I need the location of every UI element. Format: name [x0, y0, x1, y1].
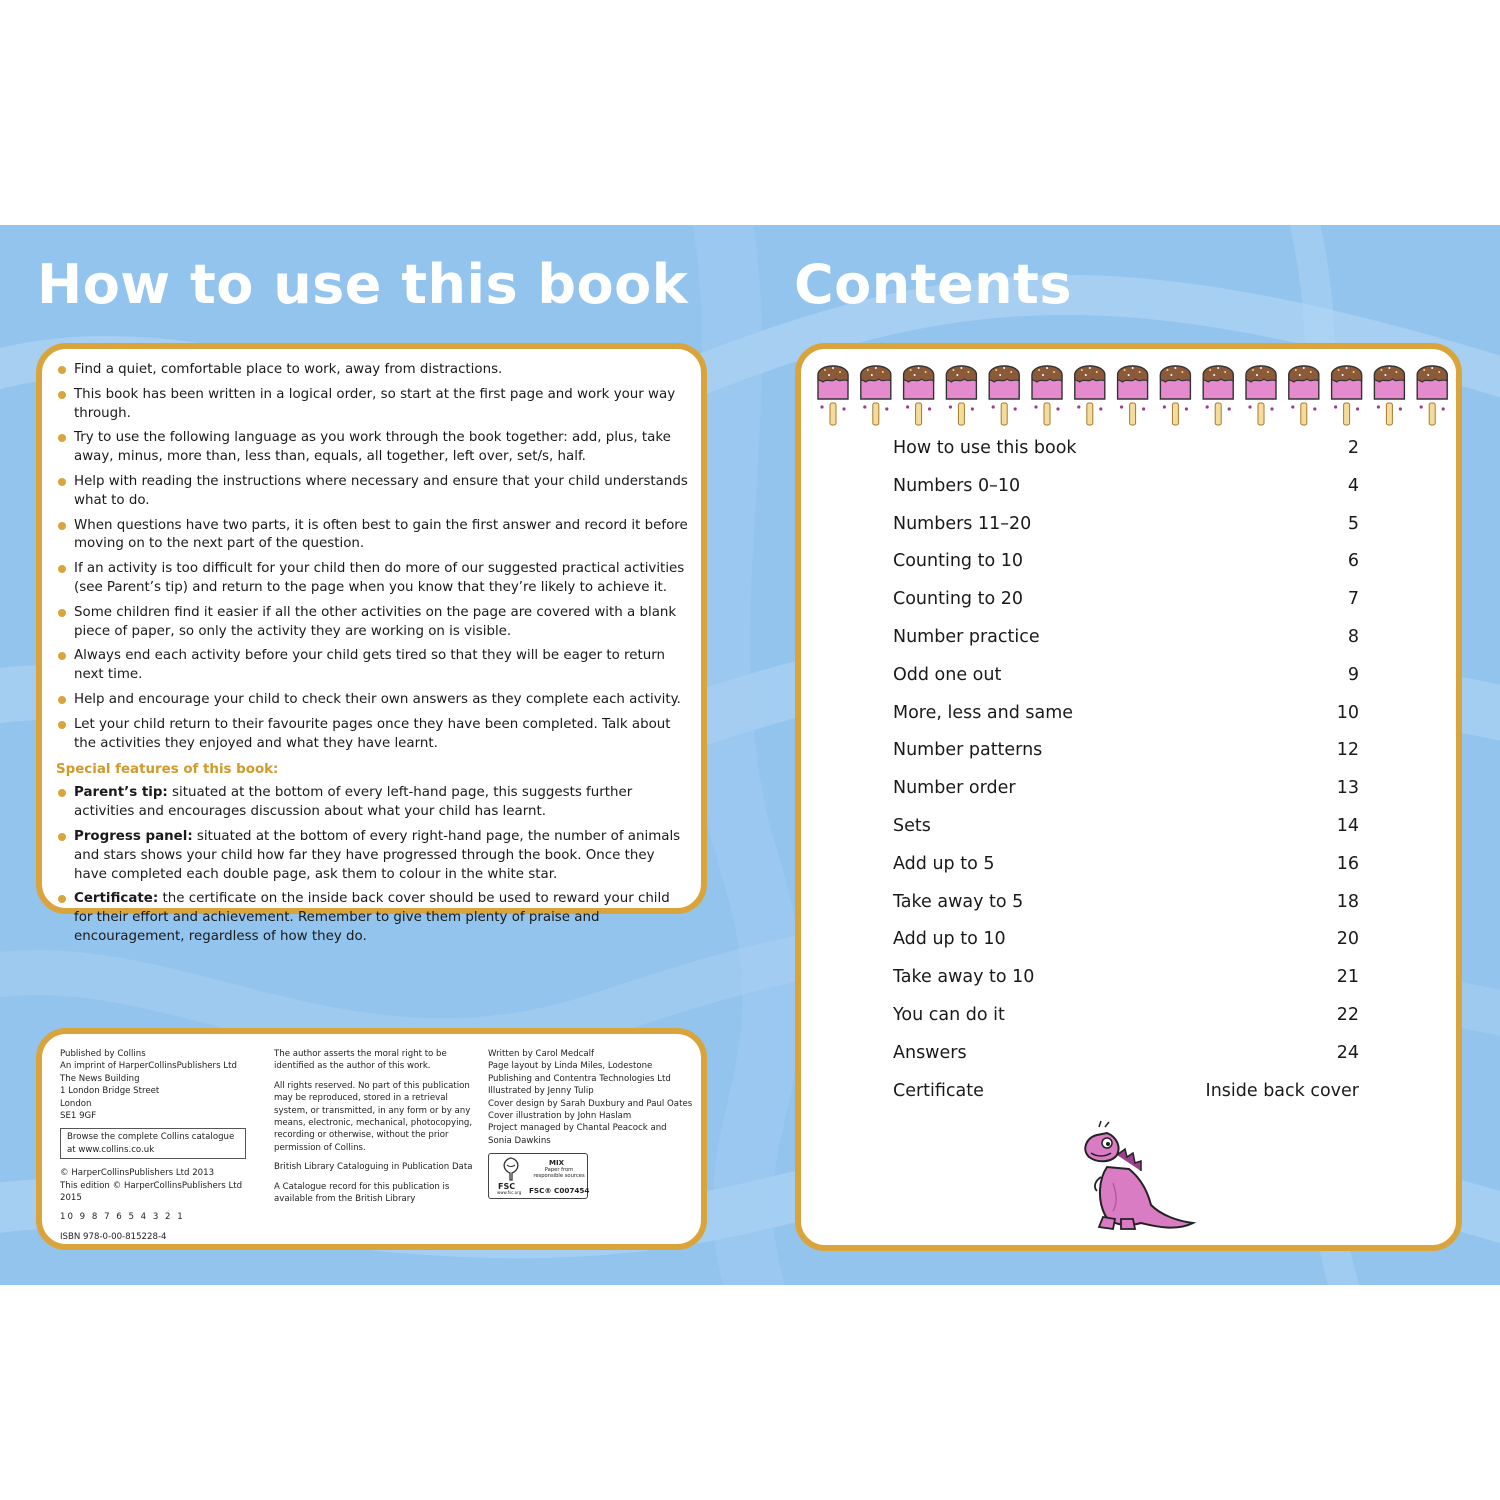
ice-lolly-icon [1075, 366, 1105, 425]
bullet-icon [58, 478, 66, 486]
contents-entry-page: 4 [1347, 475, 1359, 496]
instruction-text: This book has been written in a logical order, so start at the first page and work your way through. [74, 386, 676, 421]
instruction-item [56, 560, 689, 598]
cip-line: British Library Cataloguing in Publication Data [274, 1162, 473, 1173]
ice-lolly-icon [1374, 366, 1404, 425]
imprint-panel [36, 1028, 707, 1250]
instruction-item [56, 517, 689, 555]
moral-rights: The author asserts the moral right to be identified as the author of this work. [274, 1049, 447, 1072]
bullet-icon [58, 652, 66, 660]
contents-entry-title: Number practice [893, 627, 1040, 647]
how-to-use-panel [36, 343, 707, 944]
contents-entry-page: 13 [1336, 778, 1359, 799]
fsc-logo-text: FSC [498, 1182, 516, 1192]
contents-entry-title: Certificate [893, 1080, 984, 1101]
contents-entry-title: Answers [893, 1042, 967, 1063]
bullet-icon [58, 833, 66, 841]
contents-entry-page: 22 [1336, 1005, 1359, 1025]
contents-entry-page: 10 [1336, 702, 1359, 723]
credit-line: Cover illustration by John Haslam [488, 1111, 632, 1122]
credit-line: Illustrated by Jenny Tulip [488, 1086, 594, 1097]
contents-entry-page: 9 [1347, 664, 1359, 685]
contents-entry-title: Numbers 11–20 [893, 513, 1032, 534]
contents-entry-page: 16 [1336, 853, 1359, 874]
contents-entry-title: More, less and same [893, 702, 1074, 723]
catalogue-box: Browse the complete Collins catalogue at www.collins.co.uk [60, 1128, 246, 1159]
feature-label: Certificate: [74, 891, 159, 907]
feature-item [56, 784, 689, 822]
contents-entry-page: 20 [1336, 929, 1359, 950]
contents-entry-page: 7 [1347, 589, 1359, 610]
contents-entry-page: 14 [1336, 816, 1359, 836]
credit-line: Project managed by Chantal Peacock and Sonia Dawkins [488, 1123, 667, 1146]
ice-lolly-icon [904, 366, 934, 425]
contents-entry-title: Take away to 5 [893, 891, 1024, 912]
ice-lolly-row [815, 359, 1455, 435]
isbn: ISBN 978-0-00-815228-4 [60, 1231, 167, 1242]
feature-label: Progress panel: [74, 828, 193, 844]
contents-entry-title: Add up to 10 [893, 929, 1006, 950]
instruction-text: Help with reading the instructions where necessary and ensure that your child understands what to do. [74, 473, 688, 508]
bullet-icon [58, 565, 66, 573]
publisher-line: SE1 9GF [60, 1111, 97, 1122]
contents-entry-page: 18 [1336, 891, 1359, 912]
contents-entry-title: Sets [893, 816, 931, 836]
instruction-text: Help and encourage your child to check their own answers as they complete each activity. [74, 691, 681, 707]
bullet-icon [58, 721, 66, 729]
ice-lolly-icon [1118, 366, 1148, 425]
imprint-publisher-column [60, 1048, 260, 1243]
copyright-line: © HarperCollinsPublishers Ltd 2013 [60, 1168, 215, 1179]
instruction-text: Try to use the following language as you work through the book together: add, plus, take away, minus, more than, less than, equals, all together, left over, set/s, half. [74, 430, 671, 465]
credit-line: Page layout by Linda Miles, Lodestone Publishing and Contentra Technologies Ltd [488, 1061, 671, 1084]
tree-icon [496, 1156, 526, 1182]
publisher-line: The News Building [60, 1073, 140, 1084]
edition-line: This edition © HarperCollinsPublishers Ltd 2015 [60, 1180, 243, 1204]
ice-lolly-icon [1417, 366, 1447, 425]
instruction-text: If an activity is too difficult for your child then do more of our suggested practical activities (see Parent’s tip) and return to the page when you know that they’re likely to achieve it. [74, 561, 685, 595]
contents-entry-page: 6 [1347, 551, 1359, 572]
ice-lolly-icon [1032, 366, 1062, 425]
contents-entry-page: 12 [1336, 740, 1359, 761]
bullet-icon [58, 522, 66, 530]
fsc-paper: Paper from responsible sources [533, 1167, 585, 1180]
contents-entry-title: You can do it [893, 1005, 1005, 1025]
feature-item [56, 890, 689, 946]
contents-entry-title: Add up to 5 [893, 853, 995, 874]
ice-lolly-icon [1332, 366, 1362, 425]
instruction-item [56, 429, 689, 467]
all-rights: All rights reserved. No part of this publication may be reproduced, stored in a retrieval system, or transmitted, in any form or by any means, electronic, mechanical, photocopying, recording or otherwise, without the prior permission of Collins. [274, 1080, 473, 1153]
ice-lolly-icon [1160, 366, 1190, 425]
bullet-icon [58, 391, 66, 399]
fsc-url: www.fsc.org [497, 1190, 522, 1196]
page-title-contents: Contents [794, 253, 1073, 316]
instruction-item [56, 361, 689, 380]
instruction-item [56, 473, 689, 511]
imprint-credits-column [488, 1048, 693, 1199]
instruction-item [56, 647, 689, 685]
ice-lolly-icon [1289, 366, 1319, 425]
feature-item [56, 828, 689, 884]
publisher-line: 1 London Bridge Street [60, 1086, 160, 1097]
bullet-icon [58, 696, 66, 704]
contents-entry-title: Take away to 10 [893, 967, 1035, 988]
bullet-icon [58, 366, 66, 374]
instructions-list [56, 361, 689, 753]
instruction-item [56, 386, 689, 424]
feature-text: situated at the bottom of every right-hand page, the number of animals and stars shows your child how far they have progressed through the book. Once they have completed each double page, ask them to colour in the white star. [74, 828, 681, 882]
instruction-text: Find a quiet, comfortable place to work, away from distractions. [74, 362, 503, 377]
publisher-line: An imprint of HarperCollinsPublishers Ltd [60, 1061, 237, 1072]
credit-line: Written by Carol Medcalf [488, 1049, 595, 1059]
instruction-text: Always end each activity before your child gets tired so that they will be eager to return next time. [74, 648, 665, 683]
contents-entry-page: 24 [1336, 1042, 1359, 1063]
contents-entry-title: How to use this book [893, 438, 1077, 458]
book-spread [0, 225, 1500, 1285]
ice-lolly-icon [946, 366, 976, 425]
contents-entry-page: Inside back cover [1205, 1080, 1359, 1101]
fsc-mix: MIX [549, 1159, 564, 1168]
bullet-icon [58, 609, 66, 617]
contents-entry-title: Odd one out [893, 664, 1002, 685]
contents-entry-title: Counting to 10 [893, 551, 1023, 572]
imprint-rights-column [274, 1048, 474, 1205]
contents-entry-page: 5 [1347, 513, 1359, 534]
contents-entry-page: 21 [1336, 967, 1359, 988]
ice-lolly-icon [818, 366, 848, 425]
special-features-heading: Special features of this book: [56, 762, 279, 778]
page-title-how-to-use: How to use this book [37, 253, 689, 316]
printing-line: 10 9 8 7 6 5 4 3 2 1 [60, 1212, 185, 1223]
publisher-line: London [60, 1098, 92, 1109]
fsc-code: FSC® C007454 [529, 1186, 590, 1196]
contents-entry-title: Number order [893, 778, 1016, 799]
bullet-icon [58, 895, 66, 903]
instruction-text: Some children find it easier if all the other activities on the page are covered with a blank piece of paper, so only the activity they are working on is visible. [74, 604, 677, 639]
instruction-item [56, 691, 689, 710]
instruction-item [56, 716, 689, 754]
ice-lolly-icon [989, 366, 1019, 425]
ice-lolly-icon [861, 366, 891, 425]
pink-dinosaur-icon [1077, 1119, 1197, 1239]
feature-text: the certificate on the inside back cover should be used to reward your child for their effort and achievement. Remember to give them plenty of praise and encouragement, regardless of how they do. [74, 891, 670, 944]
contents-panel [795, 343, 1462, 1251]
catalogue-record: A Catalogue record for this publication is available from the British Library [274, 1181, 450, 1205]
credit-line: Cover design by Sarah Duxbury and Paul Oates [488, 1098, 693, 1109]
bullet-icon [58, 789, 66, 797]
instruction-item [56, 604, 689, 642]
feature-label: Parent’s tip: [74, 785, 168, 801]
ice-lolly-icon [1203, 366, 1233, 425]
bullet-icon [58, 434, 66, 442]
instruction-text: Let your child return to their favourite pages once they have been completed. Talk about the activities they enjoyed and what they have learnt. [74, 716, 671, 751]
fsc-logo [488, 1153, 588, 1199]
contents-entry-title: Counting to 20 [893, 589, 1023, 610]
features-list [56, 784, 689, 946]
contents-entry-page: 2 [1347, 438, 1359, 458]
instruction-text: When questions have two parts, it is often best to gain the first answer and record it before moving on to the next part of the question. [74, 517, 688, 552]
publisher-line: Published by Collins [60, 1049, 146, 1059]
contents-entry-page: 8 [1347, 627, 1359, 647]
ice-lolly-icon [1246, 366, 1276, 425]
contents-entry-title: Number patterns [893, 740, 1043, 761]
contents-entry-title: Numbers 0–10 [893, 475, 1021, 496]
feature-text: situated at the bottom of every left-hand page, this suggests further activities and encourages discussion about what your child has learnt. [74, 785, 633, 820]
